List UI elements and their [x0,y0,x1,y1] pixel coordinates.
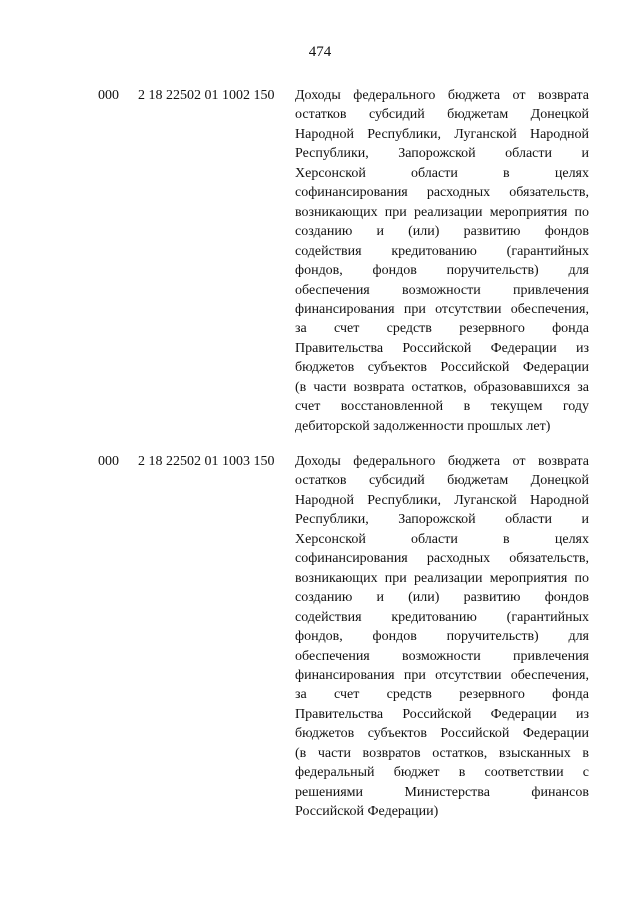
description-line: бюджетов субъектов Российской Федерации [295,726,589,742]
description-line: софинансирования расходных обязательств, [295,185,589,201]
description-line: возникающих при реализации мероприятия по [295,204,589,220]
description-line: Российской Федерации) [295,804,439,820]
description-line: обеспечения возможности привлечения [295,282,589,298]
description-line: возникающих при реализации мероприятия по [295,570,589,586]
description-line: Доходы федерального бюджета от возврата [295,454,589,469]
description-line: решениями Министерства финансов [295,784,589,800]
administrator-code: 000 [98,88,119,103]
income-description [295,86,589,436]
description-line: федеральный бюджет в соответствии с [295,765,589,781]
description-line: Правительства Российской Федерации из [295,340,589,356]
description-line: (в части возвратов остатков, взысканных в [295,745,589,761]
income-description [295,452,589,822]
description-line: бюджетов субъектов Российской Федерации [295,360,589,376]
description-line: Херсонской области в целях [295,165,589,181]
description-line: финансирования при отсутствии обеспечения, [295,667,589,683]
budget-classification-code: 2 18 22502 01 1002 150 [138,88,275,103]
description-line: Республики, Запорожской области и [295,512,589,528]
description-line: Херсонской области в целях [295,531,589,547]
description-line: Народной Республики, Луганской Народной [295,126,589,142]
description-line: дебиторской задолженности прошлых лет) [295,418,551,434]
description-line: Правительства Российской Федерации из [295,706,589,722]
page-number: 474 [308,44,332,60]
description-line: Республики, Запорожской области и [295,146,589,162]
description-line: содействия кредитованию (гарантийных [295,243,589,259]
description-line: созданию и (или) развитию фондов [295,590,589,606]
description-line: счет восстановленной в текущем году [295,399,589,415]
description-line: остатков субсидий бюджетам Донецкой [295,473,589,489]
description-line: остатков субсидий бюджетам Донецкой [295,107,589,123]
description-line: за счет средств резервного фонда [295,321,589,337]
description-line: за счет средств резервного фонда [295,687,589,703]
administrator-code: 000 [98,454,119,469]
description-line: фондов, фондов поручительств) для [295,263,589,279]
description-line: созданию и (или) развитию фондов [295,224,589,240]
description-line: Доходы федерального бюджета от возврата [295,88,589,103]
description-line: (в части возврата остатков, образовавшихся за [295,379,589,395]
description-line: софинансирования расходных обязательств, [295,551,589,567]
description-line: содействия кредитованию (гарантийных [295,609,589,625]
description-line: фондов, фондов поручительств) для [295,629,589,645]
description-line: Народной Республики, Луганской Народной [295,492,589,508]
budget-classification-code: 2 18 22502 01 1003 150 [138,454,275,469]
description-line: обеспечения возможности привлечения [295,648,589,664]
description-line: финансирования при отсутствии обеспечения, [295,301,589,317]
